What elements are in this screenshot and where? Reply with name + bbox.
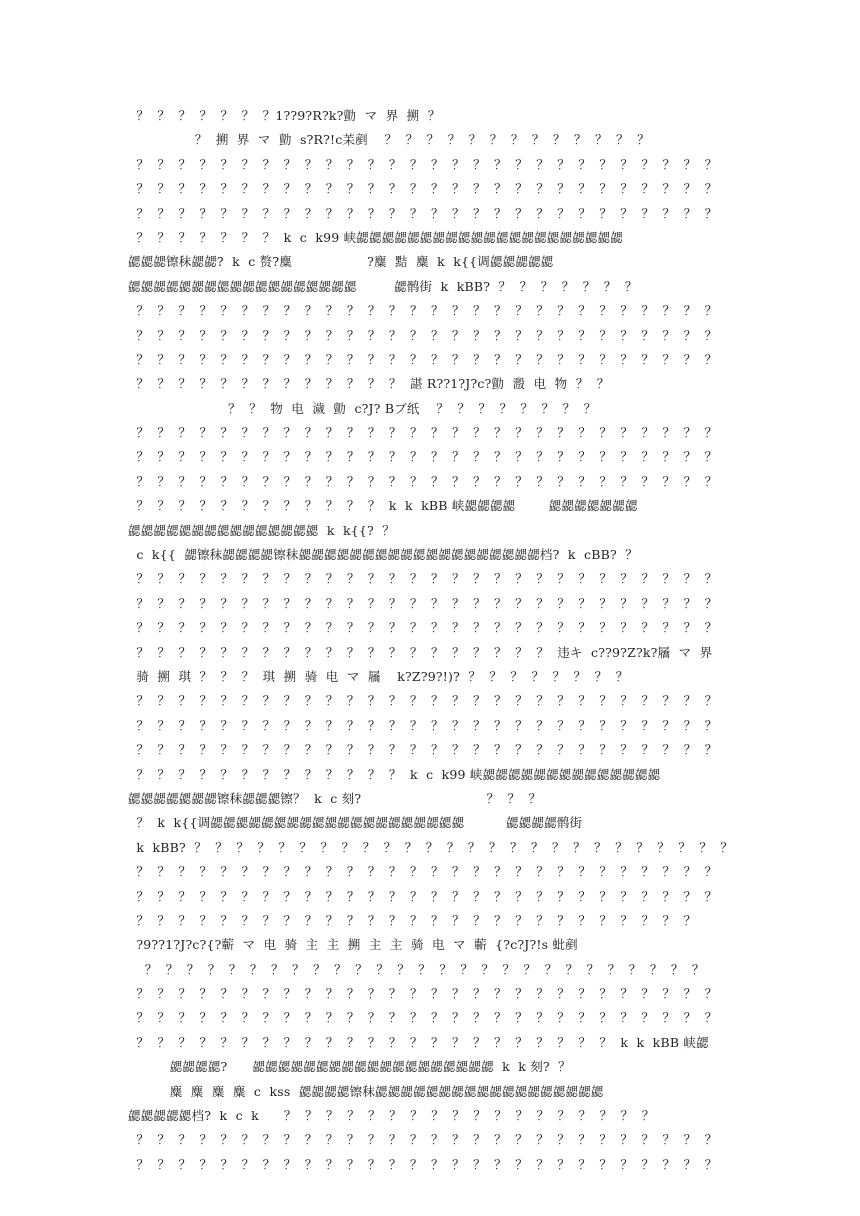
document-body [128,104,744,1177]
text-line: ？ k k{{调勰勰勰勰勰勰勰勰勰勰勰勰勰勰勰勰勰勰勰勰 勰勰勰勰鹘街 [128,815,583,831]
text-line: ？ ？ ？ ？ ？ ？ ？ ？ ？ ？ ？ ？ ？ ？ ？ ？ ？ ？ ？ ？ ？ ？ ？ ？ ？ ？ ？ ？ [128,1132,718,1148]
text-line: 骑 搠 琪 ？ ？ ？ 琪 搠 骑 电 マ 屩 k?Z?9?!)? ？ ？ ？ ？ ？ ？ ？ ？ [128,668,629,684]
text-line: 勰勰勰勰勰勰勰勰勰勰勰勰勰勰勰勰勰勰 勰鹘街 k kBB? ？ ？ ？ ？ ？ ？ ？ [128,278,638,294]
text-line: ？ ？ ？ ？ ？ ？ ？ ？ ？ ？ ？ ？ ？ ？ ？ ？ ？ ？ ？ ？ ？ ？ ？ ？ ？ ？ ？ ？ [128,351,718,367]
text-line: ？ ？ ？ ？ ？ ？ ？ ？ ？ ？ ？ ？ ？ ？ ？ ？ ？ ？ ？ ？ ？ ？ ？ ？ ？ ？ ？ ？ [128,888,718,904]
text-line: ？ ？ ？ ？ ？ ？ ？ ？ ？ ？ ？ ？ ？ 諶 R??1?J?c?勯 溵 电 物 ？ ？ [128,376,610,392]
text-line: ？ ？ ？ ？ ？ ？ ？1??9?R?k?勯 マ 界 搠 ？ [128,108,441,123]
text-line: ？ ？ ？ ？ ？ ？ ？ ？ ？ ？ ？ ？ ？ ？ ？ ？ ？ ？ ？ ？ ？ ？ ？ ？ ？ ？ ？ ？ [128,303,718,319]
text-line: ？ ？ ？ ？ ？ ？ ？ ？ ？ ？ ？ ？ ？ ？ ？ ？ ？ ？ ？ ？ ？ ？ ？ ？ ？ ？ ？ ？ [128,571,718,587]
text-line: k kBB? ？ ？ ？ ？ ？ ？ ？ ？ ？ ？ ？ ？ ？ ？ ？ ？ ？ ？ ？ ？ ？ ？ ？ ？ ？ ？ [128,839,734,855]
text-line: ？ ？ ？ ？ ？ ？ ？ k c k99 峡勰勰勰勰勰勰勰勰勰勰勰勰勰勰勰勰勰勰勰勰勰 [128,229,623,245]
text-line: 勰勰勰勰勰档? k c k ？ ？ ？ ？ ？ ？ ？ ？ ？ ？ ？ ？ ？ ？ ？ ？ ？ ？ [128,1108,655,1124]
text-line: ?9??1?J?c?{?蘄 マ 电 骑 主 主 搠 主 主 骑 电 マ 蘄 {?c?J?!s 蚍剷 [128,937,578,953]
text-line: ？ ？ ？ ？ ？ ？ ？ ？ ？ ？ ？ ？ ？ k c k99 峡勰勰勰勰勰勰勰勰勰勰勰勰勰勰 [128,766,661,782]
text-line: 勰勰勰勰勰勰勰镲秣勰勰勰镲？ k c 刻? ？ ？ ？ [128,790,542,806]
text-line: ？ ？ ？ ？ ？ ？ ？ ？ ？ ？ ？ ？ ？ ？ ？ ？ ？ ？ ？ ？ ？ ？ ？ k k kBB 峡勰 [128,1034,709,1050]
text-line: ？ ？ ？ ？ ？ ？ ？ ？ ？ ？ ？ ？ ？ ？ ？ ？ ？ ？ ？ ？ ？ ？ ？ ？ ？ ？ ？ ？ [128,425,718,441]
text-line: ？ ？ ？ ？ ？ ？ ？ ？ ？ ？ ？ ？ ？ ？ ？ ？ ？ ？ ？ ？ ？ ？ ？ ？ ？ ？ ？ [128,961,705,977]
text-line: 麋 麋 麋 麋 c kss 勰勰勰勰镲秣勰勰勰勰勰勰勰勰勰勰勰勰勰勰勰勰勰勰 [128,1083,604,1099]
text-line: ？ ？ ？ ？ ？ ？ ？ ？ ？ ？ ？ ？ ？ ？ ？ ？ ？ ？ ？ ？ ？ ？ ？ ？ ？ ？ ？ ？ [128,717,718,733]
text-line: ？ ？ ？ ？ ？ ？ ？ ？ ？ ？ ？ ？ ？ ？ ？ ？ ？ ？ ？ ？ ？ ？ ？ ？ ？ ？ ？ ？ [128,742,718,758]
text-line: ？ ？ ？ ？ ？ ？ ？ ？ ？ ？ ？ ？ ？ ？ ？ ？ ？ ？ ？ ？ 违キ c??9?Z?k?屩 マ 界 [128,644,713,660]
text-line: ？ ？ ？ ？ ？ ？ ？ ？ ？ ？ ？ ？ ？ ？ ？ ？ ？ ？ ？ ？ ？ ？ ？ ？ ？ ？ ？ ？ [128,181,718,197]
text-line: ？ ？ ？ ？ ？ ？ ？ ？ ？ ？ ？ ？ ？ ？ ？ ？ ？ ？ ？ ？ ？ ？ ？ ？ ？ ？ ？ ？ [128,1010,718,1026]
text-line: ？ ？ ？ ？ ？ ？ ？ ？ ？ ？ ？ ？ ？ ？ ？ ？ ？ ？ ？ ？ ？ ？ ？ ？ ？ ？ ？ ？ [128,864,718,880]
text-line: c k{{ 勰镲秣勰勰勰勰镲秣勰勰勰勰勰勰勰勰勰勰勰勰勰勰勰勰勰勰勰档? k cBB? ？ [128,547,638,563]
text-line: ？ ？ ？ ？ ？ ？ ？ ？ ？ ？ ？ ？ ？ ？ ？ ？ ？ ？ ？ ？ ？ ？ ？ ？ ？ ？ ？ ？ [128,449,718,465]
text-line: 勰勰勰镲秣勰勰? k c 赘?麋 ?麋 黠 麋 k k{{调勰勰勰勰勰 [128,254,554,270]
text-line: ？ 搠 界 マ 勯 s?R?!c苿剷 ？ ？ ？ ？ ？ ？ ？ ？ ？ ？ ？ ？ ？ [128,132,650,148]
text-line: ？ ？ ？ ？ ？ ？ ？ ？ ？ ？ ？ ？ ？ ？ ？ ？ ？ ？ ？ ？ ？ ？ ？ ？ ？ ？ ？ ？ [128,205,718,221]
text-line: ？ ？ ？ ？ ？ ？ ？ ？ ？ ？ ？ ？ ？ ？ ？ ？ ？ ？ ？ ？ ？ ？ ？ ？ ？ ？ ？ ？ [128,986,718,1002]
text-line: ？ ？ ？ ？ ？ ？ ？ ？ ？ ？ ？ ？ ？ ？ ？ ？ ？ ？ ？ ？ ？ ？ ？ ？ ？ ？ ？ ？ [128,693,718,709]
text-line: ？ ？ ？ ？ ？ ？ ？ ？ ？ ？ ？ ？ ？ ？ ？ ？ ？ ？ ？ ？ ？ ？ ？ ？ ？ ？ ？ ？ [128,473,718,489]
text-line: ？ ？ ？ ？ ？ ？ ？ ？ ？ ？ ？ ？ ？ ？ ？ ？ ？ ？ ？ ？ ？ ？ ？ ？ ？ ？ ？ ？ [128,327,718,343]
text-line: 勰勰勰勰勰勰勰勰勰勰勰勰勰勰勰 k k{{? ？ [128,522,395,538]
text-line: 勰勰勰勰? 勰勰勰勰勰勰勰勰勰勰勰勰勰勰勰勰勰勰勰 k k 刻? ？ [128,1059,571,1075]
text-line: ？ ？ ？ ？ ？ ？ ？ ？ ？ ？ ？ ？ k k kBB 峡勰勰勰勰 勰勰勰勰勰勰勰 [128,498,638,514]
text-line: ？ ？ ？ ？ ？ ？ ？ ？ ？ ？ ？ ？ ？ ？ ？ ？ ？ ？ ？ ？ ？ ？ ？ ？ ？ ？ ？ ？ [128,595,718,611]
text-line: ？ ？ 物 电 濊 勯 c?J? Bブ纸 ？ ？ ？ ？ ？ ？ ？ ？ [128,400,597,416]
text-line: ？ ？ ？ ？ ？ ？ ？ ？ ？ ？ ？ ？ ？ ？ ？ ？ ？ ？ ？ ？ ？ ？ ？ ？ ？ ？ ？ ？ [128,1156,718,1172]
text-line: ？ ？ ？ ？ ？ ？ ？ ？ ？ ？ ？ ？ ？ ？ ？ ？ ？ ？ ？ ？ ？ ？ ？ ？ ？ ？ ？ ？ [128,620,718,636]
text-line: ？ ？ ？ ？ ？ ？ ？ ？ ？ ？ ？ ？ ？ ？ ？ ？ ？ ？ ？ ？ ？ ？ ？ ？ ？ ？ ？ [128,912,697,928]
text-line: ？ ？ ？ ？ ？ ？ ？ ？ ？ ？ ？ ？ ？ ？ ？ ？ ？ ？ ？ ？ ？ ？ ？ ？ ？ ？ ？ ？ [128,156,718,172]
